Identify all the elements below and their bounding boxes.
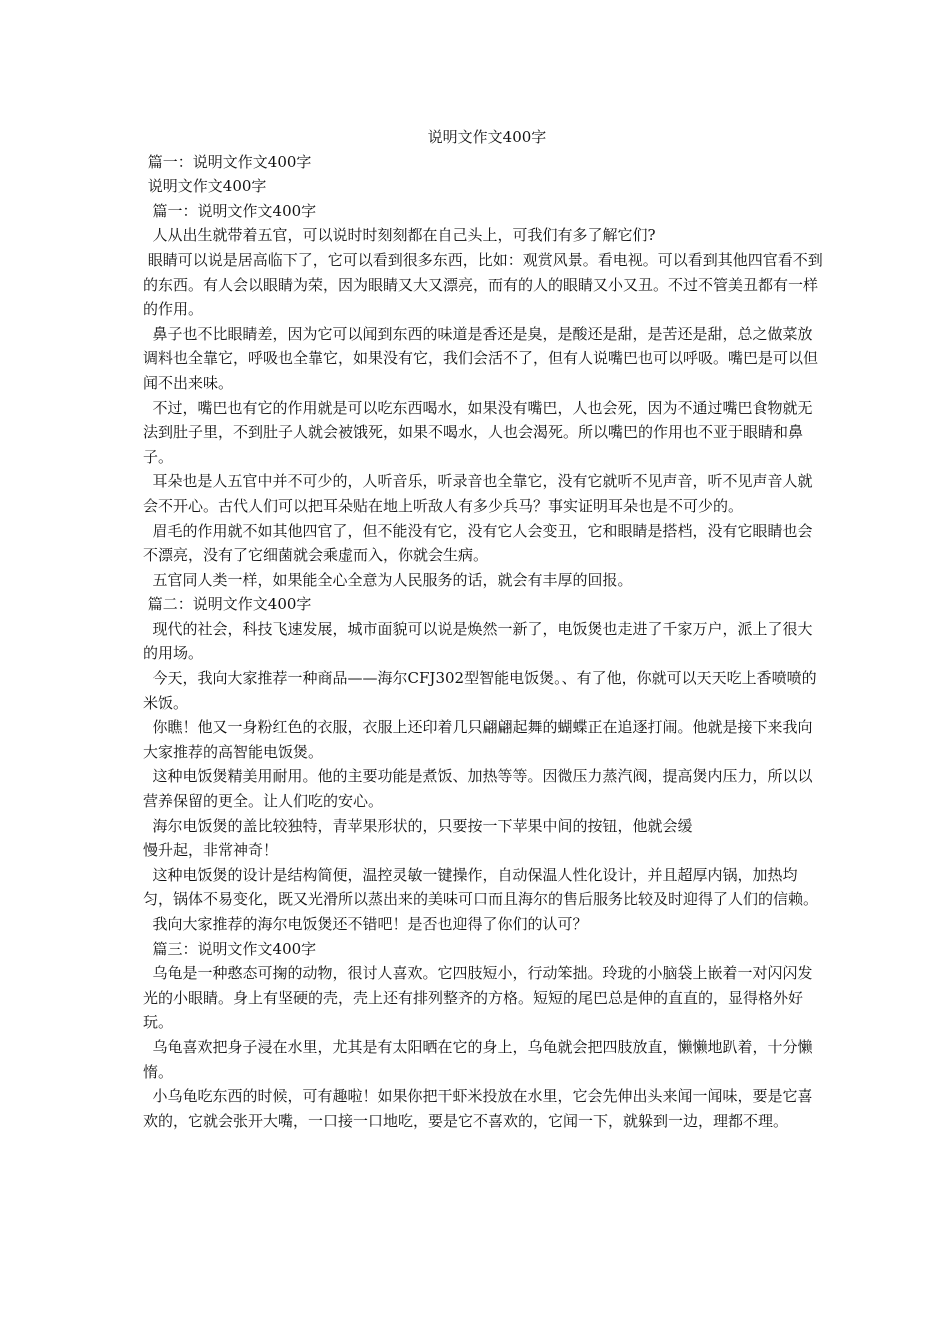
document-title: 说明文作文400字	[427, 128, 547, 146]
section-heading: 篇二：说明文作文400字	[143, 595, 312, 614]
document-page	[143, 125, 823, 1133]
paragraph: 乌龟喜欢把身子浸在水里，尤其是有太阳晒在它的身上，乌龟就会把四肢放直，懒懒地趴着，十分懒惰。	[143, 1037, 813, 1081]
section-heading: 篇一：说明文作文400字	[143, 201, 317, 220]
paragraph: 今天，我向大家推荐一种商品——海尔CFJ302型智能电饭煲。、有了他，你就可以天天吃上香喷喷的米饭。	[143, 669, 817, 712]
section-heading: 篇一：说明文作文400字	[143, 152, 312, 171]
paragraph: 这种电饭煲精美用耐用。他的主要功能是煮饭、加热等等。因微压力蒸汽阀，提高煲内压力，所以以营养保留的更全。让人们吃的安心。	[143, 767, 813, 811]
paragraph: 这种电饭煲的设计是结构简便，温控灵敏一键操作，自动保温人性化设计，并且超厚内锅，加热均匀，锅体不易变化，既又光滑所以蒸出来的美味可口而且海尔的售后服务比较及时迎得了人们的信赖。	[143, 865, 819, 909]
paragraph: 乌龟是一种憨态可掬的动物，很讨人喜欢。它四肢短小，行动笨拙。玲珑的小脑袋上嵌着一对闪闪发光的小眼睛。身上有坚硬的壳，壳上还有排列整齐的方格。短短的尾巴总是伸的直直的，显得格外好玩。	[143, 964, 813, 1032]
section-heading: 篇三：说明文作文400字	[143, 939, 317, 958]
paragraph: 海尔电饭煲的盖比较独特，青苹果形状的，只要按一下苹果中间的按钮，他就会缓 慢升起，非常神奇！	[143, 816, 693, 860]
paragraph: 你瞧！他又一身粉红色的衣服，衣服上还印着几只翩翩起舞的蝴蝶正在追逐打闹。他就是接下来我向大家推荐的高智能电饭煲。	[143, 718, 813, 761]
subtitle: 说明文作文400字	[143, 177, 267, 196]
paragraph: 小乌龟吃东西的时候，可有趣啦！如果你把干虾米投放在水里，它会先伸出头来闻一闻味，要是它喜欢的，它就会张开大嘴，一口接一口地吃，要是它不喜欢的，它闻一下，就躲到一边，理都不理。	[143, 1087, 813, 1130]
paragraph: 我向大家推荐的海尔电饭煲还不错吧！是否也迎得了你们的认可？	[143, 915, 588, 933]
paragraph: 现代的社会，科技飞速发展，城市面貌可以说是焕然一新了，电饭煲也走进了千家万户，派上了很大的用场。	[143, 619, 813, 663]
paragraph: 鼻子也不比眼睛差，因为它可以闻到东西的味道是香还是臭，是酸还是甜，是苦还是甜，总之做菜放调料也全靠它，呼吸也全靠它，如果没有它，我们会活不了，但有人说嘴巴也可以呼吸。嘴巴是可以但闻不出来味。	[143, 324, 819, 392]
paragraph: 眉毛的作用就不如其他四官了，但不能没有它，没有它人会变丑，它和眼睛是搭档，没有它眼睛也会不漂亮，没有了它细菌就会乘虚而入，你就会生病。	[143, 521, 813, 565]
paragraph: 眼睛可以说是居高临下了，它可以看到很多东西，比如：观赏风景。看电视。可以看到其他四官看不到的东西。有人会以眼睛为荣，因为眼睛又大又漂亮，而有的人的眼睛又小又丑。不过不管美丑都有一样的作用。	[143, 250, 823, 319]
paragraph: 不过，嘴巴也有它的作用就是可以吃东西喝水，如果没有嘴巴，人也会死，因为不通过嘴巴食物就无法到肚子里，不到肚子人就会被饿死，如果不喝水，人也会渴死。所以嘴巴的作用也不亚于眼睛和鼻子。	[143, 398, 813, 466]
paragraph: 耳朵也是人五官中并不可少的，人听音乐，听录音也全靠它，没有它就听不见声音，听不见声音人就会不开心。古代人们可以把耳朵贴在地上听敌人有多少兵马？事实证明耳朵也是不可少的。	[143, 472, 813, 515]
paragraph: 人从出生就带着五官，可以说时时刻刻都在自己头上，可我们有多了解它们?	[143, 226, 656, 245]
paragraph: 五官同人类一样，如果能全心全意为人民服务的话，就会有丰厚的回报。	[143, 570, 633, 589]
